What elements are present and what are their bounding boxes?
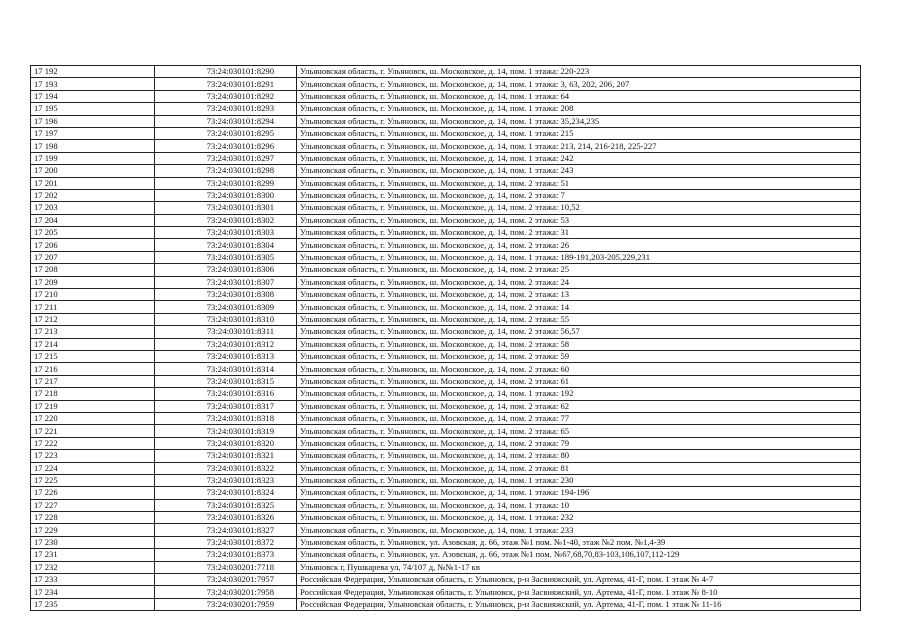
address-cell: Ульяновская область, г. Ульяновск, ш. Московское, д. 14, пом. 2 этажа: 14: [297, 301, 861, 313]
address-cell: Ульяновская область, г. Ульяновск, ш. Московское, д. 14, пом. 2 этажа: 24: [297, 276, 861, 288]
table-row: [31, 363, 861, 375]
table-row: [31, 103, 861, 115]
table-row: [31, 561, 861, 573]
table-row: [31, 66, 861, 78]
table-row: [31, 326, 861, 338]
cadastral-number-cell: 73:24:030101:8372: [155, 536, 297, 548]
cadastral-number-cell: 73:24:030101:8309: [155, 301, 297, 313]
address-cell: Ульяновская область, г. Ульяновск, ш. Московское, д. 14, пом. 2 этажа: 25: [297, 264, 861, 276]
address-cell: Ульяновская область, г. Ульяновск, ш. Московское, д. 14, пом. 1 этажа: 220-223: [297, 66, 861, 78]
registry-table-body: [31, 66, 861, 611]
address-cell: Российская Федерация, Ульяновская область, г. Ульяновск, р-н Засвияжский, ул. Артема, 41-Г, пом. 1 этаж № 4-7: [297, 574, 861, 586]
address-cell: Ульяновская область, г. Ульяновск, ш. Московское, д. 14, пом. 2 этажа: 58: [297, 338, 861, 350]
cadastral-number-cell: 73:24:030101:8294: [155, 115, 297, 127]
row-number-cell: 17 232: [31, 561, 155, 573]
row-number-cell: 17 227: [31, 499, 155, 511]
cadastral-number-cell: 73:24:030101:8324: [155, 487, 297, 499]
cadastral-number-cell: 73:24:030101:8300: [155, 189, 297, 201]
cadastral-number-cell: 73:24:030101:8290: [155, 66, 297, 78]
row-number-cell: 17 192: [31, 66, 155, 78]
cadastral-number-cell: 73:24:030101:8320: [155, 437, 297, 449]
cadastral-number-cell: 73:24:030101:8301: [155, 202, 297, 214]
table-row: [31, 189, 861, 201]
cadastral-number-cell: 73:24:030101:8291: [155, 78, 297, 90]
address-cell: Ульяновская область, г. Ульяновск, ш. Московское, д. 14, пом. 1 этажа: 194-196: [297, 487, 861, 499]
row-number-cell: 17 210: [31, 289, 155, 301]
cadastral-number-cell: 73:24:030101:8298: [155, 165, 297, 177]
table-row: [31, 313, 861, 325]
address-cell: Ульяновская область, г. Ульяновск, ш. Московское, д. 14, пом. 1 этажа: 10: [297, 499, 861, 511]
address-cell: Ульяновская область, г. Ульяновск, ш. Московское, д. 14, пом. 1 этажа: 64: [297, 90, 861, 102]
table-row: [31, 574, 861, 586]
row-number-cell: 17 231: [31, 549, 155, 561]
table-row: [31, 437, 861, 449]
table-row: [31, 227, 861, 239]
row-number-cell: 17 223: [31, 450, 155, 462]
cadastral-number-cell: 73:24:030101:8373: [155, 549, 297, 561]
cadastral-number-cell: 73:24:030101:8305: [155, 251, 297, 263]
row-number-cell: 17 220: [31, 412, 155, 424]
row-number-cell: 17 196: [31, 115, 155, 127]
cadastral-number-cell: 73:24:030101:8295: [155, 127, 297, 139]
address-cell: Ульяновская область, г. Ульяновск, ш. Московское, д. 14, пом. 2 этажа: 59: [297, 350, 861, 362]
address-cell: Ульяновская область, г. Ульяновск, ш. Московское, д. 14, пом. 1 этажа: 35,234,235: [297, 115, 861, 127]
address-cell: Ульяновская область, г. Ульяновск, ш. Московское, д. 14, пом. 2 этажа: 53: [297, 214, 861, 226]
table-row: [31, 152, 861, 164]
row-number-cell: 17 209: [31, 276, 155, 288]
cadastral-number-cell: 73:24:030101:8297: [155, 152, 297, 164]
address-cell: Ульяновская область, г. Ульяновск, ш. Московское, д. 14, пом. 2 этажа: 80: [297, 450, 861, 462]
cadastral-number-cell: 73:24:030101:8316: [155, 388, 297, 400]
row-number-cell: 17 205: [31, 227, 155, 239]
address-cell: Ульяновская область, г. Ульяновск, ш. Московское, д. 14, пом. 2 этажа: 10,52: [297, 202, 861, 214]
cadastral-number-cell: 73:24:030101:8311: [155, 326, 297, 338]
cadastral-number-cell: 73:24:030101:8325: [155, 499, 297, 511]
cadastral-number-cell: 73:24:030101:8327: [155, 524, 297, 536]
address-cell: Ульяновская область, г. Ульяновск, ш. Московское, д. 14, пом. 1 этажа: 3, 63, 202, 206, 207: [297, 78, 861, 90]
address-cell: Ульяновская область, г. Ульяновск, ш. Московское, д. 14, пом. 2 этажа: 26: [297, 239, 861, 251]
row-number-cell: 17 208: [31, 264, 155, 276]
row-number-cell: 17 216: [31, 363, 155, 375]
table-row: [31, 425, 861, 437]
row-number-cell: 17 217: [31, 375, 155, 387]
table-row: [31, 549, 861, 561]
table-row: [31, 487, 861, 499]
table-row: [31, 276, 861, 288]
table-row: [31, 388, 861, 400]
table-row: [31, 301, 861, 313]
table-row: [31, 598, 861, 610]
address-cell: Ульяновская область, г. Ульяновск, ш. Московское, д. 14, пом. 1 этажа: 230: [297, 474, 861, 486]
address-cell: Ульяновская область, г. Ульяновск, ш. Московское, д. 14, пом. 2 этажа: 61: [297, 375, 861, 387]
row-number-cell: 17 233: [31, 574, 155, 586]
cadastral-number-cell: 73:24:030201:7957: [155, 574, 297, 586]
table-row: [31, 412, 861, 424]
address-cell: Российская Федерация, Ульяновская область, г. Ульяновск, р-н Засвияжский, ул. Артема, 41-Г, пом. 1 этаж № 8-10: [297, 586, 861, 598]
table-row: [31, 338, 861, 350]
address-cell: Ульяновская область, г. Ульяновск, ш. Московское, д. 14, пом. 1 этажа: 208: [297, 103, 861, 115]
row-number-cell: 17 198: [31, 140, 155, 152]
cadastral-number-cell: 73:24:030201:7718: [155, 561, 297, 573]
table-row: [31, 462, 861, 474]
cadastral-number-cell: 73:24:030201:7958: [155, 586, 297, 598]
cadastral-number-cell: 73:24:030101:8304: [155, 239, 297, 251]
table-row: [31, 177, 861, 189]
address-cell: Ульяновская область, г. Ульяновск, ш. Московское, д. 14, пом. 2 этажа: 7: [297, 189, 861, 201]
cadastral-number-cell: 73:24:030101:8312: [155, 338, 297, 350]
address-cell: Ульяновская область, г. Ульяновск, ш. Московское, д. 14, пом. 2 этажа: 81: [297, 462, 861, 474]
address-cell: Ульяновская область, г. Ульяновск, ш. Московское, д. 14, пом. 1 этажа: 233: [297, 524, 861, 536]
cadastral-number-cell: 73:24:030101:8321: [155, 450, 297, 462]
table-row: [31, 289, 861, 301]
row-number-cell: 17 221: [31, 425, 155, 437]
table-row: [31, 115, 861, 127]
registry-table: [30, 65, 861, 611]
cadastral-number-cell: 73:24:030101:8293: [155, 103, 297, 115]
cadastral-number-cell: 73:24:030101:8296: [155, 140, 297, 152]
address-cell: Ульяновская область, г. Ульяновск, ш. Московское, д. 14, пом. 1 этажа: 242: [297, 152, 861, 164]
row-number-cell: 17 199: [31, 152, 155, 164]
row-number-cell: 17 204: [31, 214, 155, 226]
table-row: [31, 165, 861, 177]
row-number-cell: 17 211: [31, 301, 155, 313]
row-number-cell: 17 206: [31, 239, 155, 251]
cadastral-number-cell: 73:24:030101:8308: [155, 289, 297, 301]
cadastral-number-cell: 73:24:030101:8313: [155, 350, 297, 362]
table-row: [31, 400, 861, 412]
table-row: [31, 375, 861, 387]
cadastral-number-cell: 73:24:030101:8317: [155, 400, 297, 412]
row-number-cell: 17 203: [31, 202, 155, 214]
table-row: [31, 140, 861, 152]
cadastral-number-cell: 73:24:030101:8323: [155, 474, 297, 486]
row-number-cell: 17 200: [31, 165, 155, 177]
row-number-cell: 17 228: [31, 512, 155, 524]
address-cell: Ульяновская область, г. Ульяновск, ш. Московское, д. 14, пом. 2 этажа: 62: [297, 400, 861, 412]
row-number-cell: 17 194: [31, 90, 155, 102]
address-cell: Ульяновская область, г. Ульяновск, ш. Московское, д. 14, пом. 1 этажа: 189-191,203-205,229,231: [297, 251, 861, 263]
row-number-cell: 17 225: [31, 474, 155, 486]
cadastral-number-cell: 73:24:030101:8319: [155, 425, 297, 437]
row-number-cell: 17 229: [31, 524, 155, 536]
cadastral-number-cell: 73:24:030101:8315: [155, 375, 297, 387]
address-cell: Ульяновская область, г. Ульяновск, ш. Московское, д. 14, пом. 2 этажа: 51: [297, 177, 861, 189]
table-row: [31, 474, 861, 486]
cadastral-number-cell: 73:24:030201:7959: [155, 598, 297, 610]
table-row: [31, 214, 861, 226]
row-number-cell: 17 202: [31, 189, 155, 201]
cadastral-number-cell: 73:24:030101:8303: [155, 227, 297, 239]
table-row: [31, 239, 861, 251]
row-number-cell: 17 214: [31, 338, 155, 350]
table-row: [31, 350, 861, 362]
address-cell: Ульяновская область, г. Ульяновск, ш. Московское, д. 14, пом. 2 этажа: 65: [297, 425, 861, 437]
cadastral-number-cell: 73:24:030101:8318: [155, 412, 297, 424]
cadastral-number-cell: 73:24:030101:8326: [155, 512, 297, 524]
row-number-cell: 17 215: [31, 350, 155, 362]
address-cell: Ульяновская область, г. Ульяновск, ш. Московское, д. 14, пом. 2 этажа: 55: [297, 313, 861, 325]
address-cell: Ульяновск г, Пушкарева ул, 74/107 д, №№1-17 кв: [297, 561, 861, 573]
address-cell: Ульяновская область, г. Ульяновск, ш. Московское, д. 14, пом. 2 этажа: 77: [297, 412, 861, 424]
address-cell: Ульяновская область, г. Ульяновск, ш. Московское, д. 14, пом. 2 этажа: 13: [297, 289, 861, 301]
table-row: [31, 524, 861, 536]
row-number-cell: 17 218: [31, 388, 155, 400]
row-number-cell: 17 212: [31, 313, 155, 325]
row-number-cell: 17 219: [31, 400, 155, 412]
table-row: [31, 586, 861, 598]
cadastral-number-cell: 73:24:030101:8299: [155, 177, 297, 189]
address-cell: Ульяновская область, г. Ульяновск, ш. Московское, д. 14, пом. 2 этажа: 79: [297, 437, 861, 449]
table-row: [31, 512, 861, 524]
row-number-cell: 17 226: [31, 487, 155, 499]
table-row: [31, 536, 861, 548]
scan-margin-marks: [867, 250, 889, 380]
row-number-cell: 17 193: [31, 78, 155, 90]
address-cell: Ульяновская область, г. Ульяновск, ш. Московское, д. 14, пом. 1 этажа: 213, 214, 216-218, 225-227: [297, 140, 861, 152]
address-cell: Ульяновская область, г. Ульяновск, ш. Московское, д. 14, пом. 1 этажа: 243: [297, 165, 861, 177]
cadastral-number-cell: 73:24:030101:8292: [155, 90, 297, 102]
table-row: [31, 78, 861, 90]
table-row: [31, 499, 861, 511]
address-cell: Российская Федерация, Ульяновская область, г. Ульяновск, р-н Засвияжский, ул. Артема, 41-Г, пом. 1 этаж № 11-16: [297, 598, 861, 610]
cadastral-number-cell: 73:24:030101:8302: [155, 214, 297, 226]
row-number-cell: 17 213: [31, 326, 155, 338]
row-number-cell: 17 201: [31, 177, 155, 189]
row-number-cell: 17 234: [31, 586, 155, 598]
cadastral-number-cell: 73:24:030101:8322: [155, 462, 297, 474]
address-cell: Ульяновская область, г. Ульяновск, ул. Азовская, д. 66, этаж №1 пом. №67,68,70,83-103,106,107,112-129: [297, 549, 861, 561]
row-number-cell: 17 224: [31, 462, 155, 474]
address-cell: Ульяновская область, г. Ульяновск, ш. Московское, д. 14, пом. 2 этажа: 56,57: [297, 326, 861, 338]
cadastral-number-cell: 73:24:030101:8306: [155, 264, 297, 276]
address-cell: Ульяновская область, г. Ульяновск, ул. Азовская, д. 66, этаж №1 пом. №1-40, этаж №2 пом. №1,4-39: [297, 536, 861, 548]
row-number-cell: 17 197: [31, 127, 155, 139]
address-cell: Ульяновская область, г. Ульяновск, ш. Московское, д. 14, пом. 2 этажа: 60: [297, 363, 861, 375]
table-row: [31, 202, 861, 214]
table-row: [31, 450, 861, 462]
table-row: [31, 90, 861, 102]
row-number-cell: 17 230: [31, 536, 155, 548]
address-cell: Ульяновская область, г. Ульяновск, ш. Московское, д. 14, пом. 1 этажа: 215: [297, 127, 861, 139]
row-number-cell: 17 195: [31, 103, 155, 115]
cadastral-number-cell: 73:24:030101:8314: [155, 363, 297, 375]
row-number-cell: 17 207: [31, 251, 155, 263]
cadastral-number-cell: 73:24:030101:8307: [155, 276, 297, 288]
address-cell: Ульяновская область, г. Ульяновск, ш. Московское, д. 14, пом. 2 этажа: 31: [297, 227, 861, 239]
address-cell: Ульяновская область, г. Ульяновск, ш. Московское, д. 14, пом. 1 этажа: 192: [297, 388, 861, 400]
table-row: [31, 251, 861, 263]
table-row: [31, 264, 861, 276]
registry-table-container: [30, 65, 860, 611]
row-number-cell: 17 235: [31, 598, 155, 610]
address-cell: Ульяновская область, г. Ульяновск, ш. Московское, д. 14, пом. 1 этажа: 232: [297, 512, 861, 524]
cadastral-number-cell: 73:24:030101:8310: [155, 313, 297, 325]
table-row: [31, 127, 861, 139]
row-number-cell: 17 222: [31, 437, 155, 449]
